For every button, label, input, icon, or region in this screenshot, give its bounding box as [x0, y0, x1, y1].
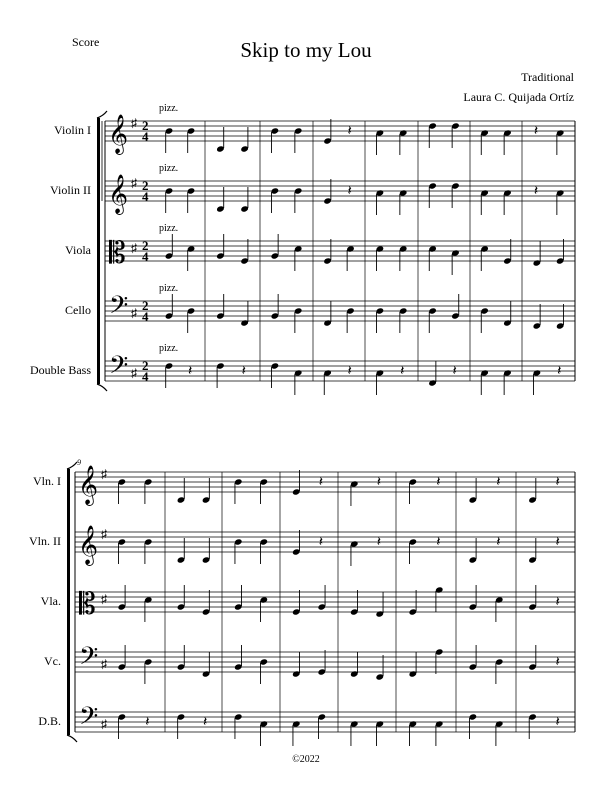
- quarter-rest: 𝄽: [188, 364, 193, 379]
- key-signature-sharp: ♯: [131, 366, 137, 380]
- time-signature-numerator: 2: [142, 118, 149, 133]
- quarter-rest: 𝄽: [347, 184, 352, 199]
- quarter-rest: 𝄽: [555, 535, 560, 550]
- quarter-rest: 𝄽: [452, 364, 457, 379]
- staff: [29, 526, 575, 566]
- time-signature-denominator: 4: [142, 369, 149, 384]
- quarter-rest: 𝄽: [533, 184, 539, 199]
- quarter-rest: 𝄽: [557, 364, 562, 379]
- score-system-1: [30, 103, 575, 395]
- bracket-hook-top: [67, 462, 77, 469]
- key-signature-sharp: ♯: [101, 467, 107, 481]
- staff: [50, 163, 575, 215]
- alto-clef: 𝄡: [79, 588, 96, 621]
- quarter-rest: 𝄽: [555, 715, 560, 730]
- instrument-name: Violin I: [54, 123, 91, 137]
- bass-clef: 𝄢: [79, 703, 99, 736]
- instrument-name: Double Bass: [30, 363, 91, 377]
- pizzicato-marking: pizz.: [159, 283, 179, 294]
- quarter-rest: 𝄽: [400, 364, 405, 379]
- pizzicato-marking: pizz.: [159, 163, 179, 174]
- quarter-rest: 𝄽: [241, 364, 246, 379]
- time-signature-numerator: 2: [142, 358, 149, 373]
- quarter-rest: 𝄽: [203, 715, 208, 730]
- quarter-rest: 𝄽: [555, 655, 560, 670]
- instrument-name: Vln. II: [29, 534, 61, 548]
- quarter-rest: 𝄽: [376, 475, 382, 490]
- system-bracket: [97, 118, 100, 384]
- time-signature-denominator: 4: [142, 309, 149, 324]
- quarter-rest: 𝄽: [436, 535, 441, 550]
- quarter-rest: 𝄽: [436, 475, 441, 490]
- quarter-rest: 𝄽: [555, 475, 560, 490]
- staff: [33, 466, 575, 506]
- instrument-name: Vln. I: [33, 474, 61, 488]
- quarter-rest: 𝄽: [347, 364, 352, 379]
- page-label: Score: [72, 35, 100, 49]
- bracket-hook-bottom: [97, 384, 107, 391]
- key-signature-sharp: ♯: [131, 241, 137, 255]
- treble-clef: 𝄞: [108, 116, 129, 153]
- measure-number: 9: [77, 458, 81, 467]
- key-signature-sharp: ♯: [101, 657, 107, 671]
- key-signature-sharp: ♯: [131, 306, 137, 320]
- staff: [65, 223, 575, 270]
- quarter-rest: 𝄽: [376, 535, 382, 550]
- time-signature-denominator: 4: [142, 189, 149, 204]
- alto-clef: 𝄡: [109, 237, 126, 270]
- key-signature-sharp: ♯: [101, 527, 107, 541]
- treble-clef: 𝄞: [78, 527, 99, 564]
- key-signature-sharp: ♯: [101, 592, 107, 606]
- pizzicato-marking: pizz.: [159, 103, 179, 114]
- staff: [30, 343, 575, 385]
- staff: [65, 283, 575, 325]
- staff: [54, 103, 575, 155]
- staff: [41, 588, 575, 621]
- staff: [44, 643, 575, 676]
- quarter-rest: 𝄽: [533, 124, 539, 139]
- time-signature-denominator: 4: [142, 129, 149, 144]
- quarter-rest: 𝄽: [496, 475, 501, 490]
- instrument-name: D.B.: [38, 714, 61, 728]
- treble-clef: 𝄞: [78, 467, 99, 504]
- pizzicato-marking: pizz.: [159, 223, 179, 234]
- quarter-rest: 𝄽: [318, 475, 324, 490]
- piece-title: Skip to my Lou: [240, 38, 372, 62]
- system-bracket: [67, 469, 70, 735]
- time-signature-numerator: 2: [142, 238, 149, 253]
- time-signature-denominator: 4: [142, 249, 149, 264]
- bass-clef: 𝄢: [109, 352, 129, 385]
- key-signature-sharp: ♯: [131, 176, 137, 190]
- score-system-2: [29, 458, 575, 746]
- quarter-rest: 𝄽: [555, 595, 560, 610]
- quarter-rest: 𝄽: [347, 124, 352, 139]
- instrument-name: Vla.: [40, 594, 61, 608]
- instrument-name: Viola: [65, 243, 91, 257]
- instrument-name: Vc.: [44, 654, 61, 668]
- composer-credit: Traditional: [521, 70, 574, 84]
- time-signature-numerator: 2: [142, 298, 149, 313]
- instrument-name: Violin II: [50, 183, 91, 197]
- time-signature-numerator: 2: [142, 178, 149, 193]
- key-signature-sharp: ♯: [131, 116, 137, 130]
- instrument-name: Cello: [65, 303, 91, 317]
- quarter-rest: 𝄽: [318, 535, 324, 550]
- arranger-credit: Laura C. Quijada Ortíz: [463, 90, 574, 104]
- bracket-hook-top: [97, 111, 107, 118]
- bracket-hook-bottom: [67, 735, 77, 742]
- copyright-notice: ©2022: [292, 754, 320, 765]
- pizzicato-marking: pizz.: [159, 343, 179, 354]
- quarter-rest: 𝄽: [145, 715, 150, 730]
- bass-clef: 𝄢: [79, 643, 99, 676]
- quarter-rest: 𝄽: [496, 535, 501, 550]
- bass-clef: 𝄢: [109, 292, 129, 325]
- treble-clef: 𝄞: [108, 176, 129, 213]
- key-signature-sharp: ♯: [101, 717, 107, 731]
